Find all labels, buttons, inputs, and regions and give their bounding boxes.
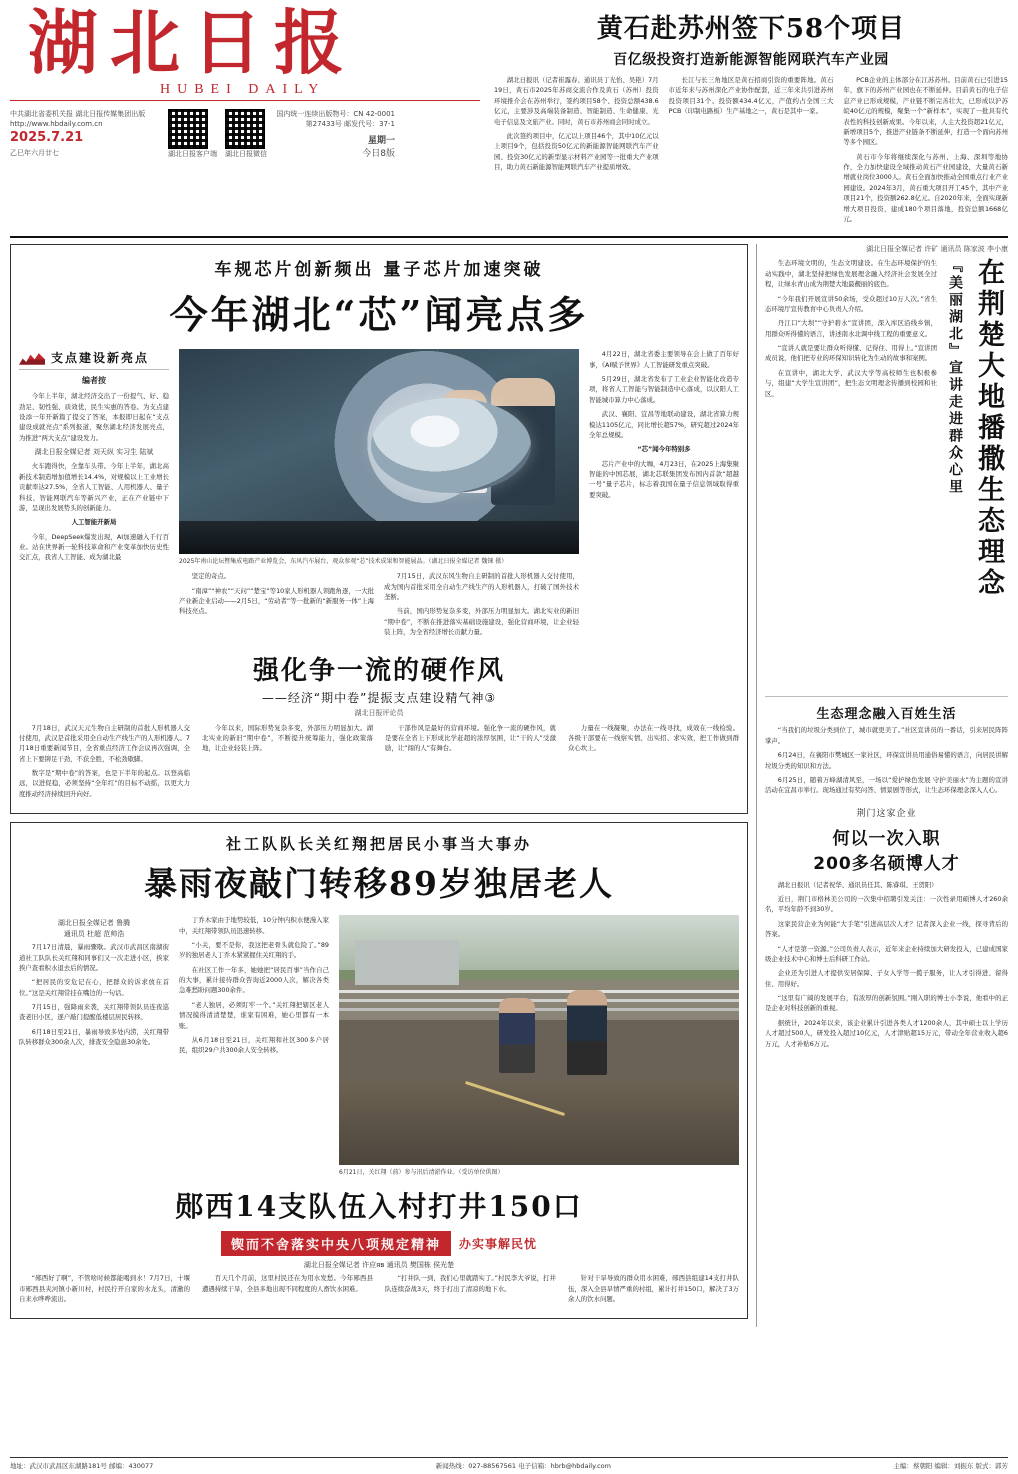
section-badge bbox=[19, 349, 169, 370]
lead-para: 黄石市今年将继续深化与苏州、上海、深圳等地协作，全力加快建设全域推动黄石产业园建设，大量黄石新增就业岗位3000人。黄石全面加快推动全国重点行业产业园建设。2024年3月，黄石重大项目开工45个，其中产业项目21个，投资额262.8亿元。自2020年来，全面实现新增大项目投资，建成180个项目落地，投资总额1668亿元。 bbox=[843, 152, 1009, 223]
right-section3-title2: 200多名硕博人才 bbox=[813, 853, 960, 874]
section-label: 支点建设新亮点 bbox=[51, 351, 150, 366]
right-section3-byline: 湖北日报讯（记者祝华、通讯员任其、陈睿琪、王贺阳） bbox=[777, 880, 938, 889]
vertical-subhead: 『美丽湖北』宣讲走进群众心里 bbox=[947, 258, 963, 497]
right-column bbox=[756, 244, 1008, 1327]
paper-logo-cn: 湖北日报 bbox=[28, 1, 356, 84]
photo-building bbox=[355, 940, 459, 985]
main-content bbox=[10, 244, 748, 1327]
right-section2-para: 6月25日，随着万峰湖清风至，一场以“爱护绿色发展 守护美丽水”为主题的宣讲活动在宜昌市举行。现场通过有奖问答、情景剧等形式，让生态环保理念深入人心。 bbox=[765, 775, 1008, 795]
photo-floor bbox=[179, 521, 579, 554]
story1-para: 坚定的奇点。 bbox=[191, 572, 231, 581]
commentary-para: 7月18日，武汉天元生物自主研制的首批人形机器人交付使用，武汉是首批采用全自动生产线生产的人形机器人。7月18日重要新闻节目，全省重点经济工作会议再次强调，全省上下要铆足干劲，不获全胜，不松劲歇脚。 bbox=[19, 723, 190, 763]
right-section3-para: “人才是第一资源。”公司负责人表示，近年来企业持续加大研发投入，已建成国家级企业技术中心和博士后科研工作站。 bbox=[765, 944, 1008, 963]
story1-kicker: 车规芯片创新频出 量子芯片加速突破 bbox=[214, 260, 544, 281]
story3-para: “郧西好了啊”，不管啥时候都能喝到水！7月7日，十堰市郧西县夹河镇小新川村，村民拧开自家的水龙头，清澈的自来水哗哗流出。 bbox=[19, 1274, 190, 1303]
story1-caption: 2025年南山论坛暨集成电路产业博览会，东风汽车展台，观众参观“芯”技术成果和智能展品。（湖北日报全媒记者 魏铼 摄） bbox=[179, 558, 508, 566]
right-para: “今年我们开展宣讲50余场，受众超过10万人次。”省生态环境厅宣传教育中心负责人介绍。 bbox=[765, 294, 937, 313]
right-section3-para: 据统计，2024年以来，该企业累计引进各类人才1200余人，其中硕士以上学历人才超过500人，研发投入超过10亿元，人才津贴超15万元，带动全年营业收入超6万元，人才补贴6万元。 bbox=[765, 1018, 1008, 1048]
masthead-left bbox=[10, 1, 480, 161]
story2-byline: 湖北日报全媒记者 鲁腾 bbox=[57, 919, 131, 928]
story2-headline: 暴雨夜敲门转移89岁独居老人 bbox=[144, 864, 614, 904]
story1-para: 4月22日，湖北省委主要领导在会上做了百年好事，《AI赋予世界》人工智能研发重点突破。 bbox=[589, 350, 739, 369]
story2-para: “老人独居，必须盯牢一个。”关红翔把辖区老人情况摸得清清楚楚，谁家有困难，她心里都有一本账。 bbox=[179, 1000, 329, 1030]
page-footer bbox=[10, 1457, 1008, 1470]
story1-para: 7月15日，武汉东风生物自主研制的首批人形机器人交付使用，成为国内首批采用全自动生产线生产的人形机器人，打破了国外技术垄断。 bbox=[384, 572, 579, 601]
story2-para: 6月18日至21日，暴雨导致多处内涝，关红翔带队转移群众300余人次，排查安全隐患30余处。 bbox=[19, 1027, 169, 1047]
story3-para: 针对干旱导致的群众用水困难，郧西县组建14支打井队伍，深入全县旱情严重的村组，累计打井150口，解决了3万余人的饮水问题。 bbox=[568, 1274, 739, 1303]
vertical-headline: 在荆楚大地播撒生态理念 bbox=[973, 258, 1004, 600]
story3-byline: 湖北日报全媒记者 许应яв 通讯员 樊国栋 侯光楚 bbox=[303, 1261, 455, 1270]
right-section2-para: 6月24日，在襄阳市樊城区一家社区，环保宣讲员用通俗易懂的语言，向居民讲解垃圾分类的知识和方法。 bbox=[765, 751, 1008, 770]
photo-railing bbox=[339, 990, 739, 993]
photo-person bbox=[443, 390, 487, 493]
commentary-signature: 湖北日报评论员 bbox=[354, 708, 404, 717]
right-para: 生态环境文明的，生态文明建设。在生态环境保护的生动实践中，湖北坚持把绿色发展理念融入经济社会发展全过程，让绿水青山成为荆楚大地最靓丽的底色。 bbox=[765, 259, 937, 289]
story2-para: 7月15日，强降雨来袭，关红翔带领队员连夜巡查老旧小区，逐户敲门提醒低楼层居民转移。 bbox=[19, 1003, 169, 1022]
story2-para: 7月17日清晨，暴雨骤歇。武汉市武昌区南湖街道社工队队长关红翔和同事们又一次走进小区，挨家挨户查看积水退去后的情况。 bbox=[19, 943, 169, 972]
commentary-para: 数字是“期中卷”的答案，也是下半年的起点。以登高临远，以进促稳，必须坚持“全年红”的目标不动摇，以更大力度推动经济持续回升向好。 bbox=[19, 769, 190, 798]
org-line: 中共湖北省委机关报 湖北日报传媒集团出版 bbox=[10, 109, 146, 118]
right-section3-para: 这家民营企业为何能“大手笔”引进高层次人才？记者深入企业一线，探寻背后的答案。 bbox=[765, 919, 1008, 939]
right-byline: 湖北日报全媒记者 许矿 通讯员 陈家波 李小康 bbox=[866, 245, 1008, 254]
story2-para: 从6月18日至21日，关红翔和社区300多户居民，组织29户共300余人安全转移。 bbox=[179, 1035, 329, 1055]
right-section2-para: “当我们的垃圾分类到位了，城市就更美了。”社区宣讲员的一番话，引来居民阵阵掌声。 bbox=[765, 726, 1008, 745]
story1-subhead: “芯”闻今年特别多 bbox=[637, 445, 691, 454]
story2-byline2: 通讯员 杜超 范帅浩 bbox=[63, 930, 125, 939]
commentary-para: 今年以来，国际形势复杂多变，外部压力明显加大。湖北实业的新旧“期中卷”，不断提升统筹能力，强化政策落地，让企业轻装上阵。 bbox=[202, 723, 373, 753]
lead-para: 长江与长三角地区是黄石招商引资的重要阵地。黄石市近年来与苏州深化产业协作配套，近三年来共引进苏州投资项目31个、投资额434.4亿元，产值约占全国三大PCB（印制电路板）生产基地之一，黄石是其中一家。 bbox=[668, 76, 834, 116]
editor-note: 今年上半年，湖北经济交出了一份提气、好、稳劲足、韧性强、质效优，民生实惠的答卷。为支点建设添一年开新篇了提交了答案，本报即日起在“支点建设成就亮点”系列报道，聚焦湖北经济发展亮点，为推进“两大支点”建设发力。 bbox=[19, 392, 169, 442]
masthead-divider bbox=[10, 236, 1008, 238]
issue-number-left: 国内统一连续出版物号：CN 42-0001 bbox=[276, 109, 395, 118]
right-para: 在宣讲中，湖北大学、武汉大学等高校师生也积极参与，组建“大学生宣讲团”，把生态文明理念传播到校园和社区。 bbox=[765, 368, 937, 398]
right-section3-para: 近日，荆门市格林美公司的一次集中招聘引发关注：一次性录用硕博人才260余名，平均年龄不到30岁。 bbox=[765, 895, 1008, 914]
right-section3-para: “这里有广阔的发展平台，有浓厚的创新氛围。”刚入职的博士小李说，他看中的正是企业对科技创新的重视。 bbox=[765, 994, 1008, 1013]
vertical-headline-block bbox=[765, 258, 1008, 688]
story3-para: “打井队一到，我们心里就踏实了。”村民李大爷说，打井队连续奋战3天，终于打出了清凉的地下水。 bbox=[385, 1274, 556, 1293]
right-section3-para: 企业还为引进人才提供安居保障、子女入学等一揽子服务，让人才引得进、留得住、用得好。 bbox=[765, 969, 1008, 988]
story1-para: 当前，国内形势复杂多变，外部压力明显加大。湖北实业的新旧“期中卷”，不断在推进落实基础设施建设，强化营商环境，让企业轻装上阵，为全省经济增长贡献力量。 bbox=[384, 607, 579, 637]
qr-caption-right: 湖北日报微信 bbox=[225, 149, 267, 158]
photo-worker bbox=[567, 990, 607, 1075]
qr-caption-left: 湖北日报客户端 bbox=[168, 149, 217, 158]
story-rainstorm-rescue bbox=[10, 822, 748, 1319]
story2-para: 丁乔木家由于地势较低，10分钟内积水便漫入家中，关红翔带领队员迅速转移。 bbox=[179, 916, 329, 935]
campaign-banner bbox=[19, 1231, 739, 1256]
issue-date: 2025.7.21 bbox=[10, 129, 84, 145]
masthead-meta bbox=[10, 109, 480, 161]
story2-kicker: 社工队队长关红翔把居民小事当大事办 bbox=[225, 835, 532, 854]
right-section3-title: 何以一次入职 bbox=[832, 828, 941, 849]
lunar-date: 乙巳年六月廿七 bbox=[10, 148, 59, 157]
editor-note-title: 编者按 bbox=[82, 376, 106, 386]
right-para: “宣讲人就是要让群众听得懂、记得住、用得上。”宣讲团成员说，他们把专业的环保知识转化为生动的故事和案例。 bbox=[765, 344, 937, 363]
story1-para: “南漳”“神农”“天问”“楚宝”等10家人形机器人领跑角逐，一大批产业新企业启动——2月5日，“劳动者”等一批新的“新服务一体”上海科技亮点。 bbox=[179, 586, 374, 616]
photo-content bbox=[179, 349, 579, 554]
right-section2-title: 生态理念融入百姓生活 bbox=[765, 696, 1008, 722]
story1-subhead: 人工智能开新局 bbox=[71, 518, 117, 527]
lead-story bbox=[480, 6, 1008, 228]
story3-para: 百天几个月前，这里村民还在为用水发愁。今年郧西县遭遇持续干旱，全县多地出现不同程度的人畜饮水困难。 bbox=[202, 1274, 373, 1293]
site-url[interactable]: http://www.hbdaily.com.cn bbox=[10, 119, 103, 128]
story2-para: “小关，要不是你，我这把老骨头就危险了。”89岁的独居老人丁乔木紧紧握住关红翔的手。 bbox=[179, 940, 329, 960]
page-count: 今日8版 bbox=[362, 148, 395, 159]
photo-person bbox=[491, 378, 555, 505]
photo-content bbox=[339, 915, 739, 1165]
story3-headline: 郧西14支队伍入村打井150口 bbox=[175, 1190, 583, 1224]
lead-para: 此次签约项目中，亿元以上项目46个，其中10亿元以上项目9个，包括投资50亿元的新能源智能网联汽车产业园、投资30亿元的新型显示材料产业园等一批重大产业项目，助力黄石新能源智能网联汽车产业提质增效。 bbox=[494, 131, 659, 171]
story1-photo bbox=[179, 349, 579, 554]
story1-para: 5月29日，湖北省发布了工业企业智能化改造专项，将省人工智能与智能制造中心落成，以汉阳人工智能城市算力中心落成。 bbox=[589, 375, 739, 404]
photo-ground bbox=[339, 1080, 739, 1165]
commentary-headline: 强化争一流的硬作风 bbox=[252, 655, 505, 686]
story2-photo bbox=[339, 915, 739, 1165]
commentary-para: 干部作风是最好的营商环境。强化争一流的硬作风，就是要在全省上下形成比学赶超的浓厚氛围，让“干的人”受激励，让“闯的人”有舞台。 bbox=[385, 723, 556, 753]
commentary-para: 力量在一线凝聚，办法在一线寻找，成效在一线检验。各级干部要在一线察实情、出实招、求实效，把工作做到群众心坎上。 bbox=[568, 723, 739, 753]
right-para: 丹江口“大坝”“守护碧水”宣讲团，深入库区沿线乡镇，用群众听得懂的语言，讲述南水北调中线工程的重要意义。 bbox=[765, 319, 937, 338]
qr-code-app-icon[interactable] bbox=[168, 109, 208, 149]
mountain-icon bbox=[19, 351, 45, 365]
story2-para: “把居民的安危记在心，把群众的诉求放在首位。”这是关红翔常挂在嘴边的一句话。 bbox=[19, 978, 169, 997]
story1-para: 芯片产业中的大咖，4月23日，在2025上海集聚智能的中国芯展，湖北芯联集团发布国内首款“超越一号”量子芯片，标志着我国在量子信息领域取得重要突破。 bbox=[589, 459, 739, 499]
story2-caption: 6月21日，关红翔（前）参与汛后清淤作业。（受访单位供图） bbox=[339, 1169, 504, 1177]
lead-subhead: 百亿级投资打造新能源智能网联汽车产业园 bbox=[613, 52, 889, 68]
story1-para: 武汉、襄阳、宜昌等地联动建设，湖北省算力规模达1105亿元，同比增长超57%，研究超过2024年全年总规模。 bbox=[589, 410, 739, 439]
lead-para: 湖北日报讯（记者崔露春、通讯员丁光怡、吴艳）7月19日，黄石市2025年苏商交流合作及黄石（苏州）投资环境推介会在苏州举行，签约项目58个、投资总额438.6亿元，主要涉及高端装备制造、智能制造、生命健康、光电子信息及文旅产业。同时，黄石市苏州商会同时成立。 bbox=[494, 76, 659, 126]
right-section3-kicker: 荆门这家企业 bbox=[856, 808, 917, 819]
story1-headline: 今年湖北“芯”闻亮点多 bbox=[169, 292, 589, 338]
story1-para: 火车跑得快，全靠车头带。今年上半年，湖北高新技术制造增加值增长14.4%，对规模以上工业增长贡献率达27.5%，全省人工智能、人用机器人、量子科技、智能网联汽车等新兴产业，正在产业链中下游，呈现出发展势头的创新能力。 bbox=[19, 462, 169, 512]
lead-para: PCB企业的主体部分在江苏苏州。目前黄石已引进15年，旗下的苏州产业园也在不断延伸。目前黄石的电子信息产业已形成规模，产业链不断完善壮大，已形成以沪苏皖40亿元的规模，聚集一个“新样本”，实现了一批具有代表性的科技创新成果。今年以来，人主大投资超21亿元，新增项目5个，推进产业链条不断延伸，打造一个面向苏州等多个园区。 bbox=[843, 76, 1009, 147]
weekday: 星期一 bbox=[367, 135, 395, 146]
footer-contact: 新闻热线：027-88567561 电子信箱：hbrb@hbdaily.com bbox=[435, 1462, 611, 1470]
paper-logo-en: HUBEI DAILY bbox=[160, 81, 326, 97]
commentary-subhead: ——经济“期中卷”提振支点建设精气神③ bbox=[261, 690, 497, 705]
footer-address: 地址：武汉市武昌区东湖路181号 邮编：430077 bbox=[10, 1462, 154, 1470]
masthead bbox=[10, 0, 1008, 232]
lead-headline: 黄石赴苏州签下58个项目 bbox=[596, 14, 906, 44]
footer-credits: 主编：蔡朝阳 编辑：刘振东 版式：郭芳 bbox=[893, 1462, 1008, 1470]
banner-suffix: 办实事解民忧 bbox=[459, 1237, 538, 1252]
story-chip-news bbox=[10, 244, 748, 814]
qr-code-wechat-icon[interactable] bbox=[225, 109, 265, 149]
story1-byline: 湖北日报全媒记者 刘天纵 实习生 陆斌 bbox=[34, 448, 154, 457]
banner-label: 锲而不舍落实中央八项规定精神 bbox=[221, 1231, 451, 1256]
photo-worker bbox=[499, 998, 535, 1073]
story1-para: 今年，DeepSeek爆发出现，AI加速融入千行百业。站在世界新一轮科技革命和产业变革加快历史性交汇点，我省人工智能、成为湖北最 bbox=[19, 532, 169, 562]
story2-para: 在社区工作一年多，她她把“居民百事”当作自己的大事，累计接待群众咨询近2000人次，解决各类急难愁盼问题300余件。 bbox=[179, 965, 329, 995]
issue-number-right: 第27433号 邮发代号：37-1 bbox=[305, 119, 395, 128]
